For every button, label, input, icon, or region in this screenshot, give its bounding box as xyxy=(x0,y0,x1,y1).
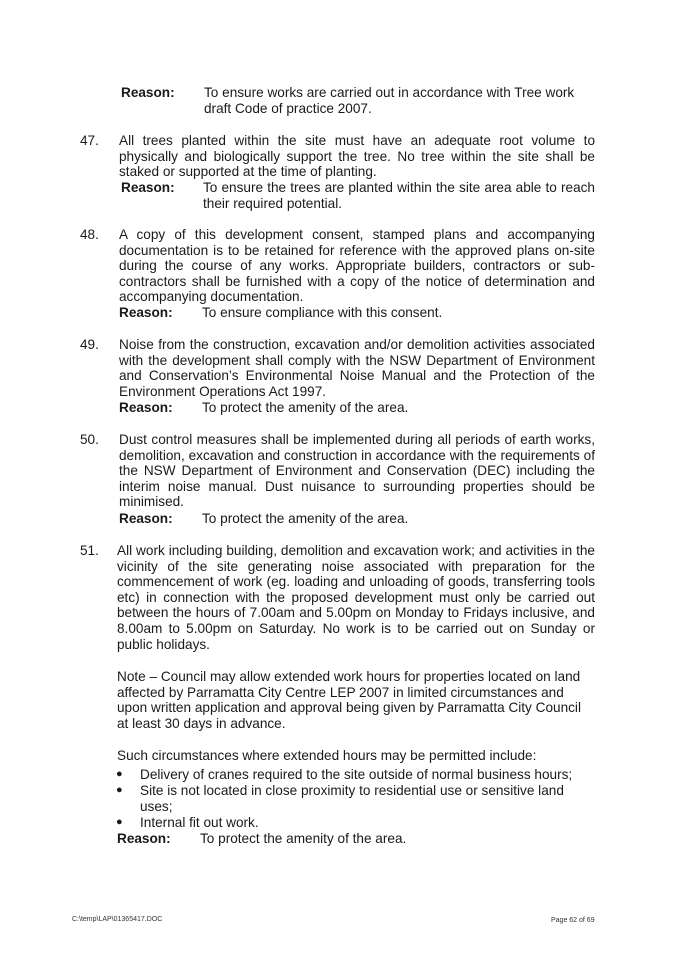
bullet-icon: ● xyxy=(116,816,123,828)
condition-number: 50. xyxy=(80,432,99,447)
bullet-icon: ● xyxy=(116,768,123,780)
condition-number: 47. xyxy=(80,133,99,148)
reason-text: To protect the amenity of the area. xyxy=(202,511,409,526)
reason-label: Reason: xyxy=(119,305,173,320)
reason-label: Reason: xyxy=(119,511,173,526)
bullet-item xyxy=(116,783,596,815)
condition-reason xyxy=(117,831,595,847)
bullet-item xyxy=(116,767,596,783)
reason-label: Reason: xyxy=(121,85,175,100)
condition-reason xyxy=(119,511,595,527)
condition-number: 48. xyxy=(80,227,99,242)
reason-label: Reason: xyxy=(119,400,173,415)
reason-text: To protect the amenity of the area. xyxy=(202,400,409,415)
condition-reason xyxy=(119,305,595,321)
bullet-text: Site is not located in close proximity to residential use or sensitive land uses; xyxy=(140,783,564,814)
condition-note: Note – Council may allow extended work hours for properties located on land affected by Parramatta City Centre LEP 2007 in limited circumstances and upon written application and approval being given by Parramatta City Council at least 30 days in advance. xyxy=(117,669,581,731)
condition-reason xyxy=(121,180,595,212)
condition-text: All work including building, demolition and excavation work; and activities in the vicinity of the site generating noise associated with preparation for the commencement of work (eg. loading and unloading of goods, transferring tools etc) in connection with the proposed development must only be carried out between the hours of 7.00am and 5.00pm on Monday to Fridays inclusive, and 8.00am to 5.00pm on Saturday. No work is to be carried out on Sunday or public holidays. xyxy=(117,543,595,652)
footer-page-number: Page 62 of 69 xyxy=(551,917,595,924)
reason-text: To protect the amenity of the area. xyxy=(200,831,407,846)
reason-text: To ensure compliance with this consent. xyxy=(202,305,443,320)
condition-text: A copy of this development consent, stamped plans and accompanying documentation is to be retained for reference with the approved plans on-site during the course of any works. Appropriate builders, contractors or sub-contractors shall be furnished with a copy of the notice of determination and accompanying documentation. xyxy=(119,227,595,305)
bullet-text: Delivery of cranes required to the site outside of normal business hours; xyxy=(140,767,573,782)
condition-text: Noise from the construction, excavation and/or demolition activities associated with the development shall comply with the NSW Department of Environment and Conservation’s Environmental Noise Manual and the Protection of the Environment Operations Act 1997. xyxy=(119,337,595,399)
bullet-text: Internal fit out work. xyxy=(140,815,259,830)
reason-text: To ensure the trees are planted within the site area able to reach their required potential. xyxy=(203,180,595,211)
condition-reason xyxy=(119,400,595,416)
top-reason xyxy=(121,85,591,117)
footer-file-path: C:\temp\LAP\01365417.DOC xyxy=(72,916,163,923)
bullet-icon: ● xyxy=(116,784,123,796)
bullet-item xyxy=(116,815,596,831)
reason-label: Reason: xyxy=(117,831,171,846)
circumstances-intro: Such circumstances where extended hours may be permitted include: xyxy=(117,748,537,763)
condition-text: All trees planted within the site must have an adequate root volume to physically and biologically support the tree. No tree within the site shall be staked or supported at the time of planting. xyxy=(119,133,595,180)
reason-label: Reason: xyxy=(121,180,175,195)
condition-number: 49. xyxy=(80,337,99,352)
reason-text: To ensure works are carried out in accordance with Tree work draft Code of practice 2007. xyxy=(204,85,575,116)
condition-number: 51. xyxy=(80,543,99,558)
condition-text: Dust control measures shall be implemented during all periods of earth works, demolition, excavation and construction in accordance with the requirements of the NSW Department of Environment and Conservation (DEC) including the interim noise manual. Dust nuisance to surrounding properties should be minimised. xyxy=(119,432,595,510)
